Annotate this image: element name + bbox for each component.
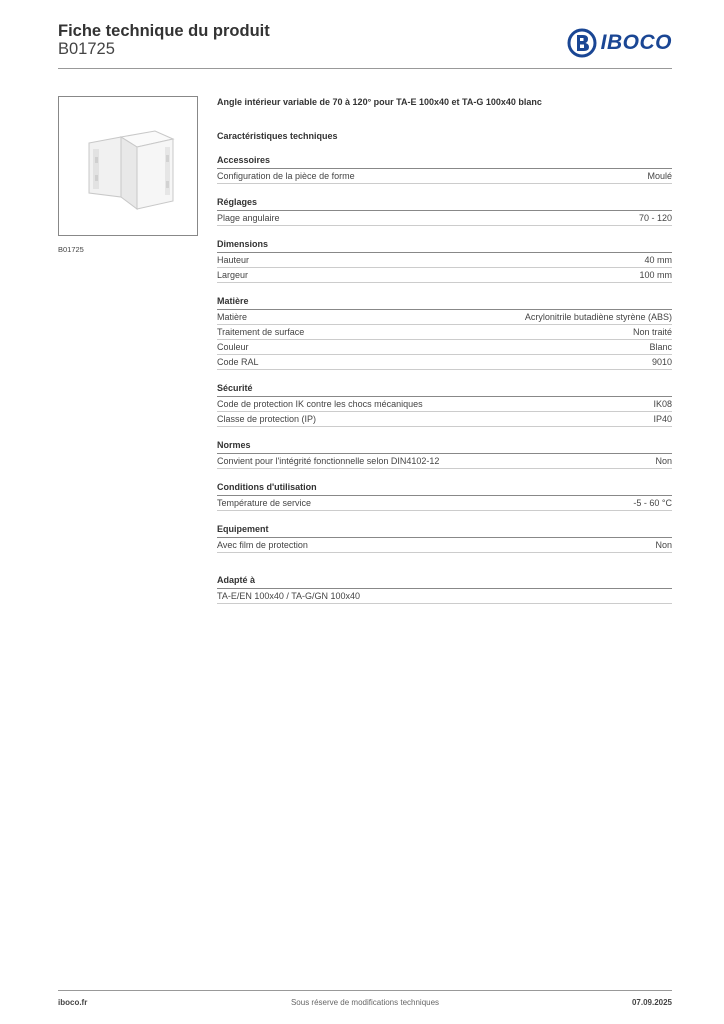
spec-label: Avec film de protection [217,540,308,550]
spec-section [217,239,672,283]
footer-disclaimer: Sous réserve de modifications techniques [290,998,440,1007]
spec-section [217,197,672,226]
spec-row [217,268,672,283]
spec-row [217,253,672,268]
spec-value: -5 - 60 °C [633,498,672,508]
spec-row [217,397,672,412]
header-divider [58,68,672,69]
spec-section [217,296,672,370]
product-description: Angle intérieur variable de 70 à 120° pour TA-E 100x40 et TA-G 100x40 blanc [217,97,542,107]
spec-row [217,412,672,427]
spec-label: Largeur [217,270,249,280]
spec-label: Classe de protection (IP) [217,414,317,424]
spec-sections [217,155,672,553]
spec-label: Traitement de surface [217,327,305,337]
document-title: Fiche technique du produit [58,22,270,40]
spec-section [217,155,672,184]
section-title: Equipement [217,524,672,538]
spec-label: Code de protection IK contre les chocs mécaniques [217,399,423,409]
footer-divider [58,990,672,991]
section-title: Réglages [217,197,672,211]
spec-value: Non [655,456,672,466]
spec-value: Blanc [649,342,672,352]
adapted-rows [217,589,672,604]
spec-row [217,496,672,511]
spec-label: Convient pour l'intégrité fonctionnelle selon DIN4102-12 [217,456,440,466]
spec-row [217,538,672,553]
image-caption: B01725 [58,245,84,254]
spec-value: 9010 [651,357,672,367]
spec-row [217,325,672,340]
spec-row [217,211,672,226]
product-image [58,96,198,236]
spec-label: Code RAL [217,357,259,367]
spec-value: IK08 [653,399,672,409]
spec-label: Configuration de la pièce de forme [217,171,355,181]
spec-label: TA-E/EN 100x40 / TA-G/GN 100x40 [217,591,361,601]
spec-value: Moulé [647,171,672,181]
spec-section [217,482,672,511]
spec-label: Plage angulaire [217,213,280,223]
footer-date: 07.09.2025 [631,998,672,1007]
section-title: Sécurité [217,383,672,397]
spec-value: 70 - 120 [638,213,672,223]
spec-label: Hauteur [217,255,250,265]
spec-value: 100 mm [639,270,672,280]
section-title: Accessoires [217,155,672,169]
spec-content [217,97,672,604]
spec-value: Non [655,540,672,550]
corner-piece-illustration-icon [59,97,199,237]
spec-label: Couleur [217,342,249,352]
brand-logo [567,28,672,58]
spec-label: Température de service [217,498,312,508]
page-header [58,20,672,70]
section-title: Adapté à [217,575,672,589]
spec-row [217,355,672,370]
spec-section [217,440,672,469]
specs-heading: Caractéristiques techniques [217,131,338,141]
footer-website[interactable]: iboco.fr [58,998,88,1007]
spec-row [217,169,672,184]
adapted-section [217,575,672,604]
spec-value: IP40 [653,414,672,424]
product-code: B01725 [58,40,115,58]
section-title: Dimensions [217,239,672,253]
spec-row [217,589,672,604]
section-title: Conditions d'utilisation [217,482,672,496]
spec-row [217,310,672,325]
spec-value: Non traité [632,327,672,337]
section-title: Normes [217,440,672,454]
spec-section [217,383,672,427]
logo-wordmark: IBOCO [600,31,672,54]
spec-label: Matière [217,312,248,322]
page-footer [58,998,672,1010]
spec-value: 40 mm [644,255,672,265]
spec-value: Acrylonitrile butadiène styrène (ABS) [524,312,672,322]
iboco-logo-icon [567,28,597,58]
spec-row [217,454,672,469]
section-title: Matière [217,296,672,310]
spec-section [217,524,672,553]
spec-row [217,340,672,355]
